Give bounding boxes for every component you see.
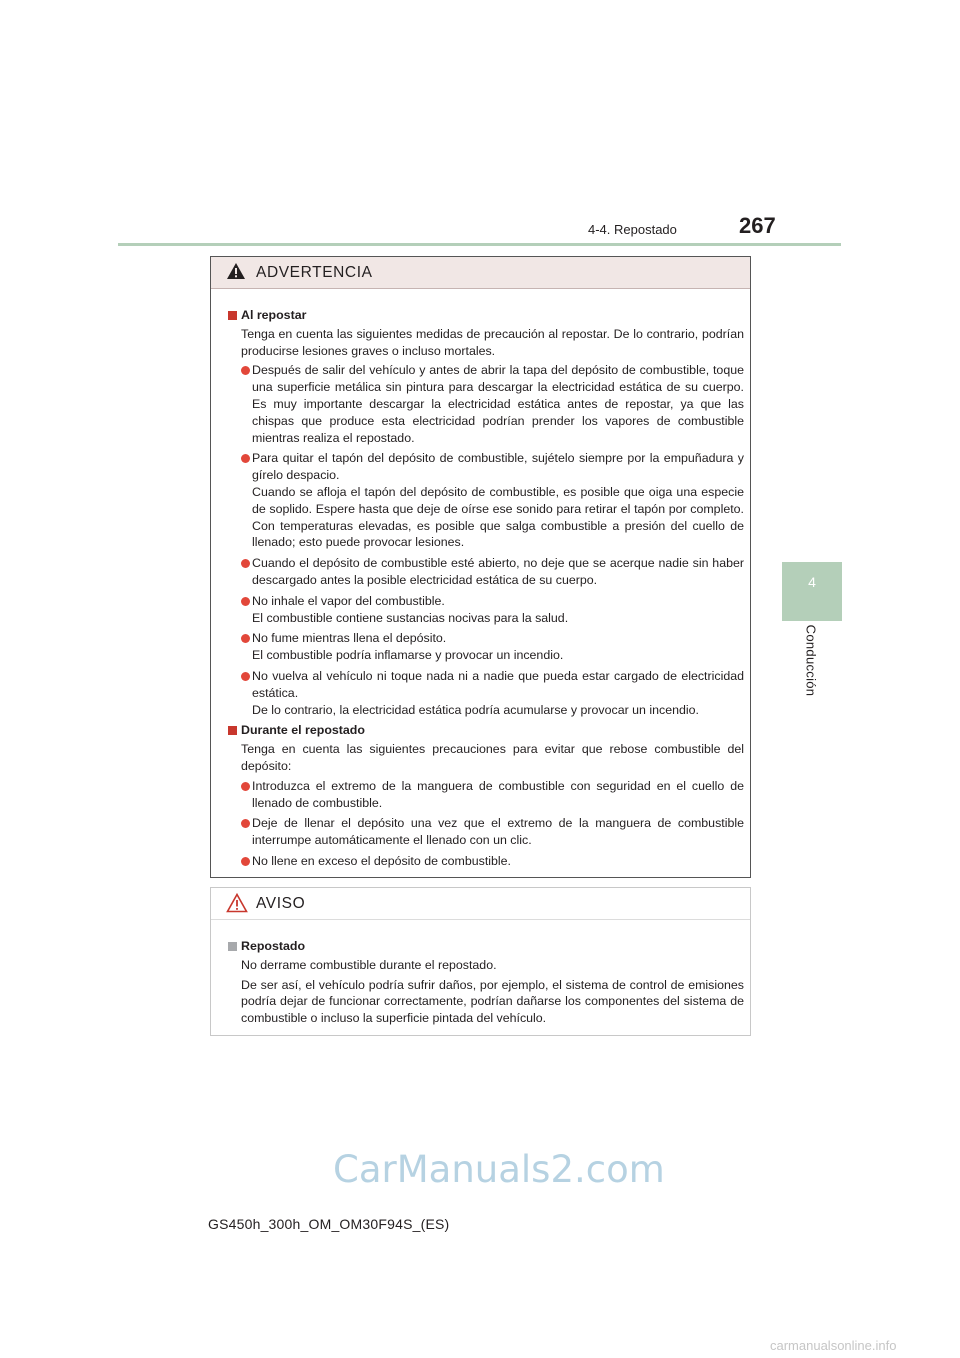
section-intro: Tenga en cuenta las siguientes precauciones para evitar que rebose combustible del depósito: <box>241 742 744 773</box>
bullet-item <box>228 778 744 812</box>
bullet-item <box>228 815 744 849</box>
bullet-text: El combustible podría inflamarse y provocar un incendio. <box>252 648 564 663</box>
page-number: 267 <box>739 213 776 238</box>
square-bullet-icon <box>228 942 237 951</box>
notice-title: AVISO <box>256 895 306 912</box>
section-heading-text: Repostado <box>241 939 306 953</box>
round-bullet-icon <box>241 857 250 866</box>
bullet-text: El combustible contiene sustancias nocivas para la salud. <box>252 610 569 625</box>
section-title: 4-4. Repostado <box>588 222 677 237</box>
bullet-item <box>228 450 744 551</box>
section-heading-text: Al repostar <box>241 308 307 322</box>
section-heading <box>228 938 744 955</box>
round-bullet-icon <box>241 454 250 463</box>
bullet-text: No llene en exceso el depósito de combustible. <box>252 853 511 868</box>
bullet-text: Después de salir del vehículo y antes de abrir la tapa del depósito de combustible, toque una superficie metálica sin pintura para descargar la electricidad estática de su cuerpo. Es muy importante descargar la electricidad estática antes de repostar, ya que las chispas que produce esta electricidad podrían prender los vapores de combustible mientras realiza el repostado. <box>252 363 744 445</box>
round-bullet-icon <box>241 366 250 375</box>
document-code: GS450h_300h_OM_OM30F94S_(ES) <box>208 1216 450 1232</box>
notice-line: No derrame combustible durante el repostado. <box>241 957 497 972</box>
bullet-text: No fume mientras llena el depósito. <box>252 631 447 646</box>
square-bullet-icon <box>228 726 237 735</box>
watermark-footer: carmanualsonline.info <box>770 1338 897 1353</box>
round-bullet-icon <box>241 559 250 568</box>
warning-header <box>211 257 750 289</box>
bullet-item <box>228 630 744 664</box>
bullet-text: Introduzca el extremo de la manguera de combustible con seguridad en el cuello de llenado de combustible. <box>252 778 744 810</box>
bullet-item <box>228 593 744 627</box>
warning-triangle-icon <box>226 262 246 280</box>
round-bullet-icon <box>241 634 250 643</box>
watermark-logo: CarManuals2.com <box>333 1148 665 1191</box>
section-heading <box>228 722 744 739</box>
square-bullet-icon <box>228 311 237 320</box>
round-bullet-icon <box>241 672 250 681</box>
section-intro: Tenga en cuenta las siguientes medidas de precaución al repostar. De lo contrario, podrían producirse lesiones graves o incluso mortales. <box>241 326 744 358</box>
bullet-item <box>228 853 744 870</box>
bullet-item <box>228 362 744 446</box>
section-heading-text: Durante el repostado <box>241 723 365 738</box>
bullet-item <box>228 555 744 589</box>
bullet-text: No vuelva al vehículo ni toque nada ni a nadie que pueda estar cargado de electricidad estática. <box>252 668 744 700</box>
bullet-text: Para quitar el tapón del depósito de combustible, sujételo siempre por la empuñadura y gírelo despacio. <box>252 451 744 483</box>
bullet-item <box>228 668 744 718</box>
warning-body <box>211 289 750 870</box>
bullet-text: De lo contrario, la electricidad estática podría acumularse y provocar un incendio. <box>252 702 699 717</box>
bullet-text: Cuando se afloja el tapón del depósito de combustible, es posible que oiga una especie de soplido. Espere hasta que deje de oírse ese sonido para retirar el tapón por completo. Con temperaturas elevadas, es posible que salga combustible a presión del cuello de llenado; esto puede provocar lesiones. <box>252 484 744 550</box>
bullet-text: No inhale el vapor del combustible. <box>252 593 445 608</box>
chapter-number: 4 <box>808 574 816 590</box>
round-bullet-icon <box>241 597 250 606</box>
caution-triangle-icon <box>226 893 248 913</box>
notice-box <box>210 887 751 1036</box>
round-bullet-icon <box>241 782 250 791</box>
warning-title: ADVERTENCIA <box>256 264 373 281</box>
section-heading <box>228 307 744 324</box>
notice-header <box>211 888 750 920</box>
bullet-text: Cuando el depósito de combustible esté abierto, no deje que se acerque nadie sin haber descargado antes la posible electricidad estática de su cuerpo. <box>252 556 744 587</box>
chapter-label: Conducción <box>803 624 819 697</box>
header-divider <box>118 243 841 246</box>
warning-box <box>210 256 751 878</box>
bullet-text: Deje de llenar el depósito una vez que el extremo de la manguera de combustible interrumpe automáticamente el llenado con un clic. <box>252 816 744 848</box>
notice-line: De ser así, el vehículo podría sufrir daños, por ejemplo, el sistema de control de emisiones podría dejar de funcionar correctamente, podrían dañarse los componentes del sistema de combustible o incluso la superficie pintada del vehículo. <box>241 977 744 1026</box>
notice-body <box>211 920 750 1027</box>
round-bullet-icon <box>241 819 250 828</box>
